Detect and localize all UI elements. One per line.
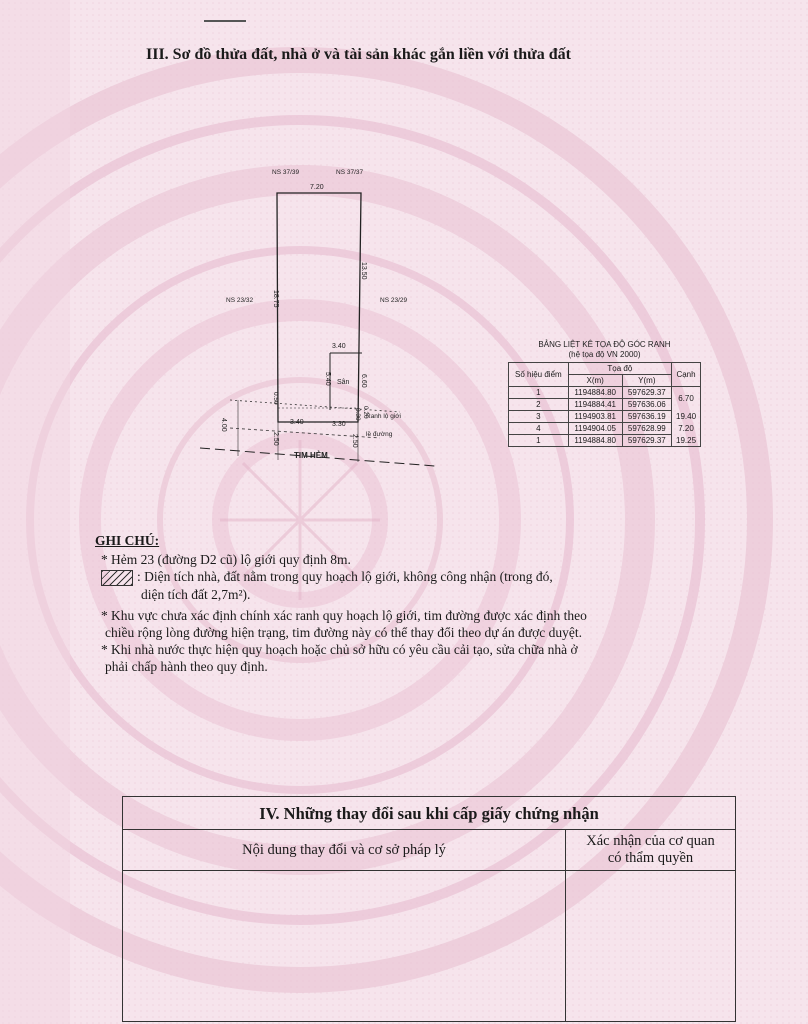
notes-section	[95, 532, 715, 675]
edge-value: 6.70	[672, 387, 701, 411]
edge-value: 19.40	[672, 411, 701, 423]
neighbor-top-left: NS 37/39	[272, 169, 300, 176]
dim-bottom-left: 3.40	[290, 419, 304, 426]
col-point: Số hiệu điểm	[509, 363, 569, 387]
table-row: 3 1194903.81 597636.19 19.40	[509, 411, 701, 423]
dim-top: 7.20	[310, 184, 324, 191]
note-item-hatch: : Diện tích nhà, đất nằm trong quy hoạch lộ giới, không công nhận (trong đó,	[95, 568, 715, 586]
land-plot-sketch	[190, 160, 450, 480]
dim-side: 4.00	[220, 418, 227, 432]
neighbor-top-right: NS 37/37	[336, 169, 364, 176]
col-change-content: Nội dung thay đổi và cơ sở pháp lý	[123, 830, 566, 870]
coord-table-title: BẢNG LIỆT KÊ TỌA ĐỘ GÓC RANH	[538, 340, 671, 349]
changes-table	[122, 796, 736, 1022]
coordinate-table-block	[508, 340, 701, 447]
dim-left-small: 0.50	[272, 392, 279, 405]
dim-right: 13.50	[360, 262, 367, 280]
table-row: 1 1194884.80 597629.37 6.70	[509, 387, 701, 399]
col-coords: Tọa độ	[568, 363, 671, 375]
dim-road-left: 2.50	[272, 432, 279, 446]
label-le-duong: lề đường	[366, 431, 393, 438]
coord-table-subtitle: (hệ tọa độ VN 2000)	[568, 350, 641, 359]
table-row: 2 1194884.41 597636.06	[509, 399, 701, 411]
neighbor-left: NS 23/32	[226, 297, 254, 304]
dim-yard-left: 5.40	[324, 372, 331, 386]
dim-yard-top: 3.40	[332, 343, 346, 350]
dim-left: 18.75	[272, 290, 279, 308]
notes-heading: GHI CHÚ:	[95, 533, 160, 548]
bullet: *	[101, 552, 108, 567]
coordinate-table	[508, 362, 701, 447]
note-item-cont: chiều rộng lòng đường hiện trạng, tim đường này có thể thay đổi theo dự án được duyệt.	[105, 624, 582, 640]
col-authority-confirm: Xác nhận của cơ quan có thẩm quyền	[586, 833, 715, 866]
dim-bottom-right: 3.30	[332, 421, 346, 428]
plot-outline	[277, 193, 361, 422]
note-item: * Hẻm 23 (đường D2 cũ) lộ giới quy định 8m.	[101, 552, 351, 567]
neighbor-right: NS 23/29	[380, 297, 408, 304]
note-item-cont: phải chấp hành theo quy định.	[105, 658, 268, 674]
section-4-title: IV. Những thay đổi sau khi cấp giấy chứng nhận	[123, 797, 735, 830]
table-row: 1 1194884.80 597629.37 19.25	[509, 435, 701, 447]
label-ranh-lo-gioi: Ranh lộ giới	[366, 413, 401, 420]
label-tim-hem: TIM HẺM	[294, 451, 328, 460]
changes-body-row	[123, 871, 735, 1021]
dim-boundary-right: 0.30	[354, 408, 361, 421]
col-x: X(m)	[568, 375, 622, 387]
edge-value: 7.20	[672, 423, 701, 435]
dim-small-right: 0.20	[362, 406, 369, 419]
changes-header-row	[123, 830, 735, 871]
note-item-cont: diện tích đất 2,7m²).	[141, 586, 251, 602]
authority-confirm-cell	[566, 871, 735, 1021]
hatch-legend-icon	[101, 570, 133, 586]
section-3-title: III. Sơ đồ thửa đất, nhà ở và tài sản khác gắn liền với thửa đất	[146, 46, 571, 63]
dim-right-lower: 6.60	[360, 374, 367, 388]
col-edge: Cạnh	[672, 363, 701, 387]
top-mark	[204, 20, 246, 22]
table-row: 4 1194904.05 597628.99 7.20	[509, 423, 701, 435]
yard-label: Sân	[337, 379, 350, 386]
note-item: * Khi nhà nước thực hiện quy hoạch hoặc chủ sở hữu có yêu cầu cải tạo, sửa chữa nhà ở	[101, 641, 578, 657]
edge-value: 19.25	[672, 435, 701, 447]
col-y: Y(m)	[622, 375, 671, 387]
change-content-cell	[123, 871, 566, 1021]
note-item: * Khu vực chưa xác định chính xác ranh quy hoạch lộ giới, tim đường được xác định theo	[101, 607, 587, 623]
dim-road-right: 2.50	[351, 434, 358, 448]
ranh-lo-gioi-line	[230, 400, 400, 412]
